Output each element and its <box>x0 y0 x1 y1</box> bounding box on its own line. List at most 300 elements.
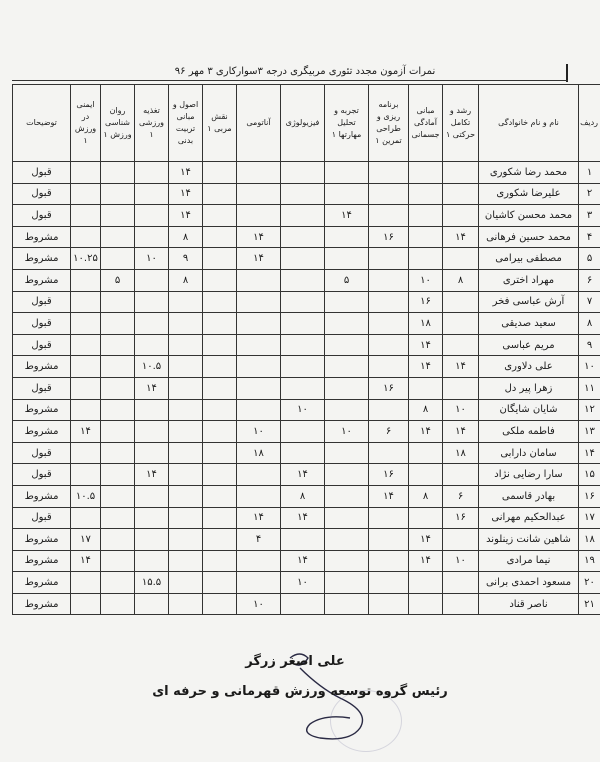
row-number: ۸ <box>579 313 600 335</box>
pe-score <box>169 485 203 507</box>
skills-score <box>325 593 369 615</box>
growth-score: ۱۴ <box>443 421 479 443</box>
document-title: نمرات آزمون مجدد تئوری مربیگری درجه ۳سوارکاری ۳ مهر ۹۶ <box>174 66 436 77</box>
physiology-score <box>281 593 325 615</box>
physiology-score <box>281 313 325 335</box>
fitness-score <box>409 593 443 615</box>
anatomy-score: ۱۰ <box>237 421 281 443</box>
signatory-name: علی اصغر زرگر <box>245 654 345 669</box>
header-anatomy: آناتومی <box>237 85 281 162</box>
fitness-score <box>409 226 443 248</box>
psychology-score <box>101 507 135 529</box>
fitness-score <box>409 442 443 464</box>
student-name: فاطمه ملکی <box>479 421 579 443</box>
anatomy-score: ۱۸ <box>237 442 281 464</box>
pe-score <box>169 356 203 378</box>
physiology-score <box>281 183 325 205</box>
student-name: شایان شایگان <box>479 399 579 421</box>
growth-score: ۶ <box>443 485 479 507</box>
fitness-score <box>409 183 443 205</box>
row-number: ۱۹ <box>579 550 600 572</box>
student-name: مریم عباسی <box>479 334 579 356</box>
pe-score: ۱۴ <box>169 183 203 205</box>
student-name: محمد رضا شکوری <box>479 162 579 184</box>
planning-score <box>369 205 409 227</box>
planning-score <box>369 442 409 464</box>
header-nutrition: تغذیه ورزشی ۱ <box>135 85 169 162</box>
coach-role-score <box>203 377 237 399</box>
anatomy-score: ۱۴ <box>237 507 281 529</box>
pe-score <box>169 313 203 335</box>
student-name: مسعود احمدی برانی <box>479 572 579 594</box>
table-row <box>13 291 600 313</box>
physiology-score <box>281 205 325 227</box>
nutrition-score <box>135 593 169 615</box>
status-cell: قبول <box>13 313 71 335</box>
anatomy-score: ۱۴ <box>237 248 281 270</box>
psychology-score <box>101 313 135 335</box>
skills-score <box>325 356 369 378</box>
header-row <box>13 85 600 162</box>
anatomy-score <box>237 313 281 335</box>
coach-role-score <box>203 572 237 594</box>
skills-score <box>325 550 369 572</box>
status-cell: قبول <box>13 162 71 184</box>
status-cell: مشروط <box>13 248 71 270</box>
anatomy-score <box>237 269 281 291</box>
fitness-score: ۱۴ <box>409 334 443 356</box>
fitness-score <box>409 377 443 399</box>
nutrition-score <box>135 269 169 291</box>
psychology-score <box>101 464 135 486</box>
coach-role-score <box>203 269 237 291</box>
growth-score <box>443 313 479 335</box>
growth-score: ۱۰ <box>443 399 479 421</box>
skills-score <box>325 507 369 529</box>
growth-score <box>443 377 479 399</box>
psychology-score <box>101 356 135 378</box>
table-row <box>13 550 600 572</box>
skills-score <box>325 226 369 248</box>
psychology-score <box>101 421 135 443</box>
growth-score <box>443 572 479 594</box>
grades-table <box>12 84 600 615</box>
coach-role-score <box>203 183 237 205</box>
table-row <box>13 269 600 291</box>
safety-score <box>71 334 101 356</box>
header-row-number: ردیف <box>579 85 600 162</box>
skills-score <box>325 334 369 356</box>
table-row <box>13 162 600 184</box>
anatomy-score <box>237 334 281 356</box>
physiology-score <box>281 248 325 270</box>
fitness-score <box>409 464 443 486</box>
psychology-score: ۵ <box>101 269 135 291</box>
status-cell: مشروط <box>13 485 71 507</box>
anatomy-score <box>237 464 281 486</box>
coach-role-score <box>203 421 237 443</box>
safety-score <box>71 313 101 335</box>
safety-score <box>71 183 101 205</box>
skills-score <box>325 377 369 399</box>
row-number: ۲ <box>579 183 600 205</box>
row-number: ۱۶ <box>579 485 600 507</box>
nutrition-score: ۱۰ <box>135 248 169 270</box>
coach-role-score <box>203 529 237 551</box>
growth-score: ۱۰ <box>443 550 479 572</box>
planning-score: ۱۶ <box>369 464 409 486</box>
student-name: علیرضا شکوری <box>479 183 579 205</box>
growth-score <box>443 248 479 270</box>
anatomy-score: ۱۰ <box>237 593 281 615</box>
nutrition-score <box>135 550 169 572</box>
anatomy-score: ۱۴ <box>237 226 281 248</box>
safety-score: ۱۴ <box>71 550 101 572</box>
anatomy-score <box>237 485 281 507</box>
pe-score <box>169 529 203 551</box>
safety-score <box>71 507 101 529</box>
skills-score: ۵ <box>325 269 369 291</box>
pe-score <box>169 442 203 464</box>
row-number: ۱۲ <box>579 399 600 421</box>
row-number: ۱۰ <box>579 356 600 378</box>
header-psychology: روان شناسی ورزش ۱ <box>101 85 135 162</box>
coach-role-score <box>203 399 237 421</box>
status-cell: قبول <box>13 291 71 313</box>
header-physical-education: اصول و مبانی تربیت بدنی <box>169 85 203 162</box>
pe-score <box>169 464 203 486</box>
student-name: محمد محسن کاشیان <box>479 205 579 227</box>
coach-role-score <box>203 550 237 572</box>
fitness-score <box>409 572 443 594</box>
coach-role-score <box>203 442 237 464</box>
psychology-score <box>101 442 135 464</box>
skills-score <box>325 464 369 486</box>
table-row <box>13 377 600 399</box>
nutrition-score <box>135 334 169 356</box>
pe-score <box>169 399 203 421</box>
safety-score <box>71 356 101 378</box>
nutrition-score <box>135 205 169 227</box>
psychology-score <box>101 291 135 313</box>
table-row <box>13 248 600 270</box>
table-row <box>13 464 600 486</box>
growth-score <box>443 205 479 227</box>
skills-score <box>325 183 369 205</box>
skills-score <box>325 162 369 184</box>
status-cell: قبول <box>13 205 71 227</box>
safety-score <box>71 593 101 615</box>
growth-score: ۸ <box>443 269 479 291</box>
fitness-score: ۸ <box>409 399 443 421</box>
anatomy-score <box>237 162 281 184</box>
planning-score <box>369 593 409 615</box>
growth-score: ۱۸ <box>443 442 479 464</box>
growth-score: ۱۶ <box>443 507 479 529</box>
safety-score <box>71 162 101 184</box>
physiology-score <box>281 442 325 464</box>
planning-score: ۶ <box>369 421 409 443</box>
coach-role-score <box>203 162 237 184</box>
anatomy-score <box>237 356 281 378</box>
fitness-score: ۱۴ <box>409 356 443 378</box>
nutrition-score <box>135 313 169 335</box>
nutrition-score <box>135 399 169 421</box>
header-full-name: نام و نام خانوادگی <box>479 85 579 162</box>
nutrition-score <box>135 162 169 184</box>
row-number: ۱۵ <box>579 464 600 486</box>
coach-role-score <box>203 507 237 529</box>
grades-body <box>13 162 600 615</box>
physiology-score <box>281 226 325 248</box>
planning-score <box>369 399 409 421</box>
nutrition-score <box>135 183 169 205</box>
anatomy-score: ۴ <box>237 529 281 551</box>
pe-score <box>169 334 203 356</box>
table-row <box>13 205 600 227</box>
growth-score <box>443 593 479 615</box>
status-cell: مشروط <box>13 269 71 291</box>
signatory-role: رئیس گروه توسعه ورزش قهرمانی و حرفه ای <box>152 684 448 699</box>
physiology-score <box>281 529 325 551</box>
anatomy-score <box>237 572 281 594</box>
safety-score: ۱۰.۲۵ <box>71 248 101 270</box>
pe-score: ۱۴ <box>169 162 203 184</box>
safety-score <box>71 269 101 291</box>
planning-score <box>369 356 409 378</box>
student-name: سارا رضایی نژاد <box>479 464 579 486</box>
row-number: ۶ <box>579 269 600 291</box>
header-safety: ایمنی در ورزش ۱ <box>71 85 101 162</box>
skills-score <box>325 313 369 335</box>
fitness-score <box>409 162 443 184</box>
planning-score <box>369 248 409 270</box>
student-name: مهراد اختری <box>479 269 579 291</box>
coach-role-score <box>203 485 237 507</box>
pe-score <box>169 507 203 529</box>
safety-score <box>71 399 101 421</box>
growth-score <box>443 291 479 313</box>
pe-score: ۸ <box>169 226 203 248</box>
nutrition-score <box>135 507 169 529</box>
fitness-score <box>409 507 443 529</box>
skills-score <box>325 399 369 421</box>
table-row <box>13 593 600 615</box>
student-name: سامان دارابی <box>479 442 579 464</box>
status-cell: مشروط <box>13 356 71 378</box>
growth-score <box>443 334 479 356</box>
psychology-score <box>101 399 135 421</box>
header-training-planning: برنامه ریزی و طراحی تمرین ۱ <box>369 85 409 162</box>
status-cell: قبول <box>13 507 71 529</box>
safety-score <box>71 442 101 464</box>
fitness-score: ۱۴ <box>409 550 443 572</box>
row-number: ۴ <box>579 226 600 248</box>
row-number: ۲۱ <box>579 593 600 615</box>
nutrition-score: ۱۴ <box>135 464 169 486</box>
growth-score <box>443 464 479 486</box>
skills-score: ۱۰ <box>325 421 369 443</box>
nutrition-score <box>135 485 169 507</box>
header-coach-role: نقش مربی ۱ <box>203 85 237 162</box>
fitness-score <box>409 205 443 227</box>
pe-score: ۱۴ <box>169 205 203 227</box>
anatomy-score <box>237 183 281 205</box>
status-cell: مشروط <box>13 572 71 594</box>
safety-score <box>71 226 101 248</box>
pe-score <box>169 291 203 313</box>
skills-score <box>325 572 369 594</box>
psychology-score <box>101 162 135 184</box>
physiology-score <box>281 356 325 378</box>
row-number: ۵ <box>579 248 600 270</box>
safety-score: ۱۴ <box>71 421 101 443</box>
title-rule <box>12 80 568 81</box>
physiology-score: ۱۴ <box>281 550 325 572</box>
physiology-score: ۱۴ <box>281 507 325 529</box>
planning-score <box>369 572 409 594</box>
fitness-score: ۱۴ <box>409 421 443 443</box>
growth-score <box>443 162 479 184</box>
growth-score <box>443 529 479 551</box>
psychology-score <box>101 485 135 507</box>
table-row <box>13 334 600 356</box>
table-row <box>13 183 600 205</box>
fitness-score <box>409 248 443 270</box>
planning-score: ۱۶ <box>369 377 409 399</box>
student-name: مصطفی بیرامی <box>479 248 579 270</box>
physiology-score: ۱۰ <box>281 572 325 594</box>
planning-score <box>369 334 409 356</box>
row-number: ۱۱ <box>579 377 600 399</box>
pe-score <box>169 593 203 615</box>
fitness-score: ۱۰ <box>409 269 443 291</box>
table-row <box>13 485 600 507</box>
coach-role-score <box>203 313 237 335</box>
table-row <box>13 399 600 421</box>
pe-score: ۸ <box>169 269 203 291</box>
physiology-score <box>281 421 325 443</box>
physiology-score <box>281 162 325 184</box>
table-row <box>13 313 600 335</box>
safety-score <box>71 572 101 594</box>
student-name: محمد حسین فرهانی <box>479 226 579 248</box>
status-cell: قبول <box>13 464 71 486</box>
student-name: سعید صدیقی <box>479 313 579 335</box>
status-cell: مشروط <box>13 421 71 443</box>
row-number: ۱ <box>579 162 600 184</box>
physiology-score <box>281 334 325 356</box>
coach-role-score <box>203 593 237 615</box>
nutrition-score <box>135 421 169 443</box>
table-row <box>13 572 600 594</box>
student-name: عبدالحکیم مهرانی <box>479 507 579 529</box>
planning-score <box>369 162 409 184</box>
planning-score <box>369 291 409 313</box>
fitness-score: ۸ <box>409 485 443 507</box>
pe-score <box>169 377 203 399</box>
anatomy-score <box>237 377 281 399</box>
coach-role-score <box>203 205 237 227</box>
student-name: ناصر قناد <box>479 593 579 615</box>
status-cell: مشروط <box>13 399 71 421</box>
table-row <box>13 529 600 551</box>
skills-score <box>325 485 369 507</box>
safety-score <box>71 291 101 313</box>
psychology-score <box>101 593 135 615</box>
row-number: ۹ <box>579 334 600 356</box>
psychology-score <box>101 572 135 594</box>
fitness-score: ۱۸ <box>409 313 443 335</box>
status-cell: قبول <box>13 442 71 464</box>
row-number: ۱۴ <box>579 442 600 464</box>
row-number: ۲۰ <box>579 572 600 594</box>
table-row <box>13 421 600 443</box>
coach-role-score <box>203 464 237 486</box>
psychology-score <box>101 226 135 248</box>
faint-stamp <box>330 690 402 752</box>
coach-role-score <box>203 226 237 248</box>
psychology-score <box>101 248 135 270</box>
psychology-score <box>101 377 135 399</box>
fitness-score: ۱۶ <box>409 291 443 313</box>
skills-score <box>325 291 369 313</box>
student-name: نیما مرادی <box>479 550 579 572</box>
anatomy-score <box>237 205 281 227</box>
psychology-score <box>101 183 135 205</box>
nutrition-score: ۱۰.۵ <box>135 356 169 378</box>
status-cell: قبول <box>13 377 71 399</box>
nutrition-score: ۱۵.۵ <box>135 572 169 594</box>
status-cell: مشروط <box>13 550 71 572</box>
coach-role-score <box>203 248 237 270</box>
student-name: علی دلاوری <box>479 356 579 378</box>
physiology-score <box>281 269 325 291</box>
student-name: بهادر قاسمی <box>479 485 579 507</box>
planning-score <box>369 313 409 335</box>
nutrition-score <box>135 226 169 248</box>
coach-role-score <box>203 356 237 378</box>
growth-score: ۱۴ <box>443 356 479 378</box>
row-number: ۱۳ <box>579 421 600 443</box>
anatomy-score <box>237 550 281 572</box>
safety-score: ۱۷ <box>71 529 101 551</box>
header-physiology: فیزیولوژی <box>281 85 325 162</box>
physiology-score <box>281 291 325 313</box>
planning-score <box>369 507 409 529</box>
row-number: ۱۷ <box>579 507 600 529</box>
coach-role-score <box>203 291 237 313</box>
pe-score: ۹ <box>169 248 203 270</box>
pe-score <box>169 421 203 443</box>
row-number: ۷ <box>579 291 600 313</box>
skills-score <box>325 442 369 464</box>
psychology-score <box>101 529 135 551</box>
coach-role-score <box>203 334 237 356</box>
physiology-score: ۱۴ <box>281 464 325 486</box>
planning-score <box>369 550 409 572</box>
anatomy-score <box>237 399 281 421</box>
table-row <box>13 356 600 378</box>
row-number: ۱۸ <box>579 529 600 551</box>
skills-score <box>325 529 369 551</box>
status-cell: قبول <box>13 183 71 205</box>
growth-score <box>443 183 479 205</box>
table-row <box>13 442 600 464</box>
safety-score: ۱۰.۵ <box>71 485 101 507</box>
skills-score: ۱۴ <box>325 205 369 227</box>
status-cell: مشروط <box>13 529 71 551</box>
